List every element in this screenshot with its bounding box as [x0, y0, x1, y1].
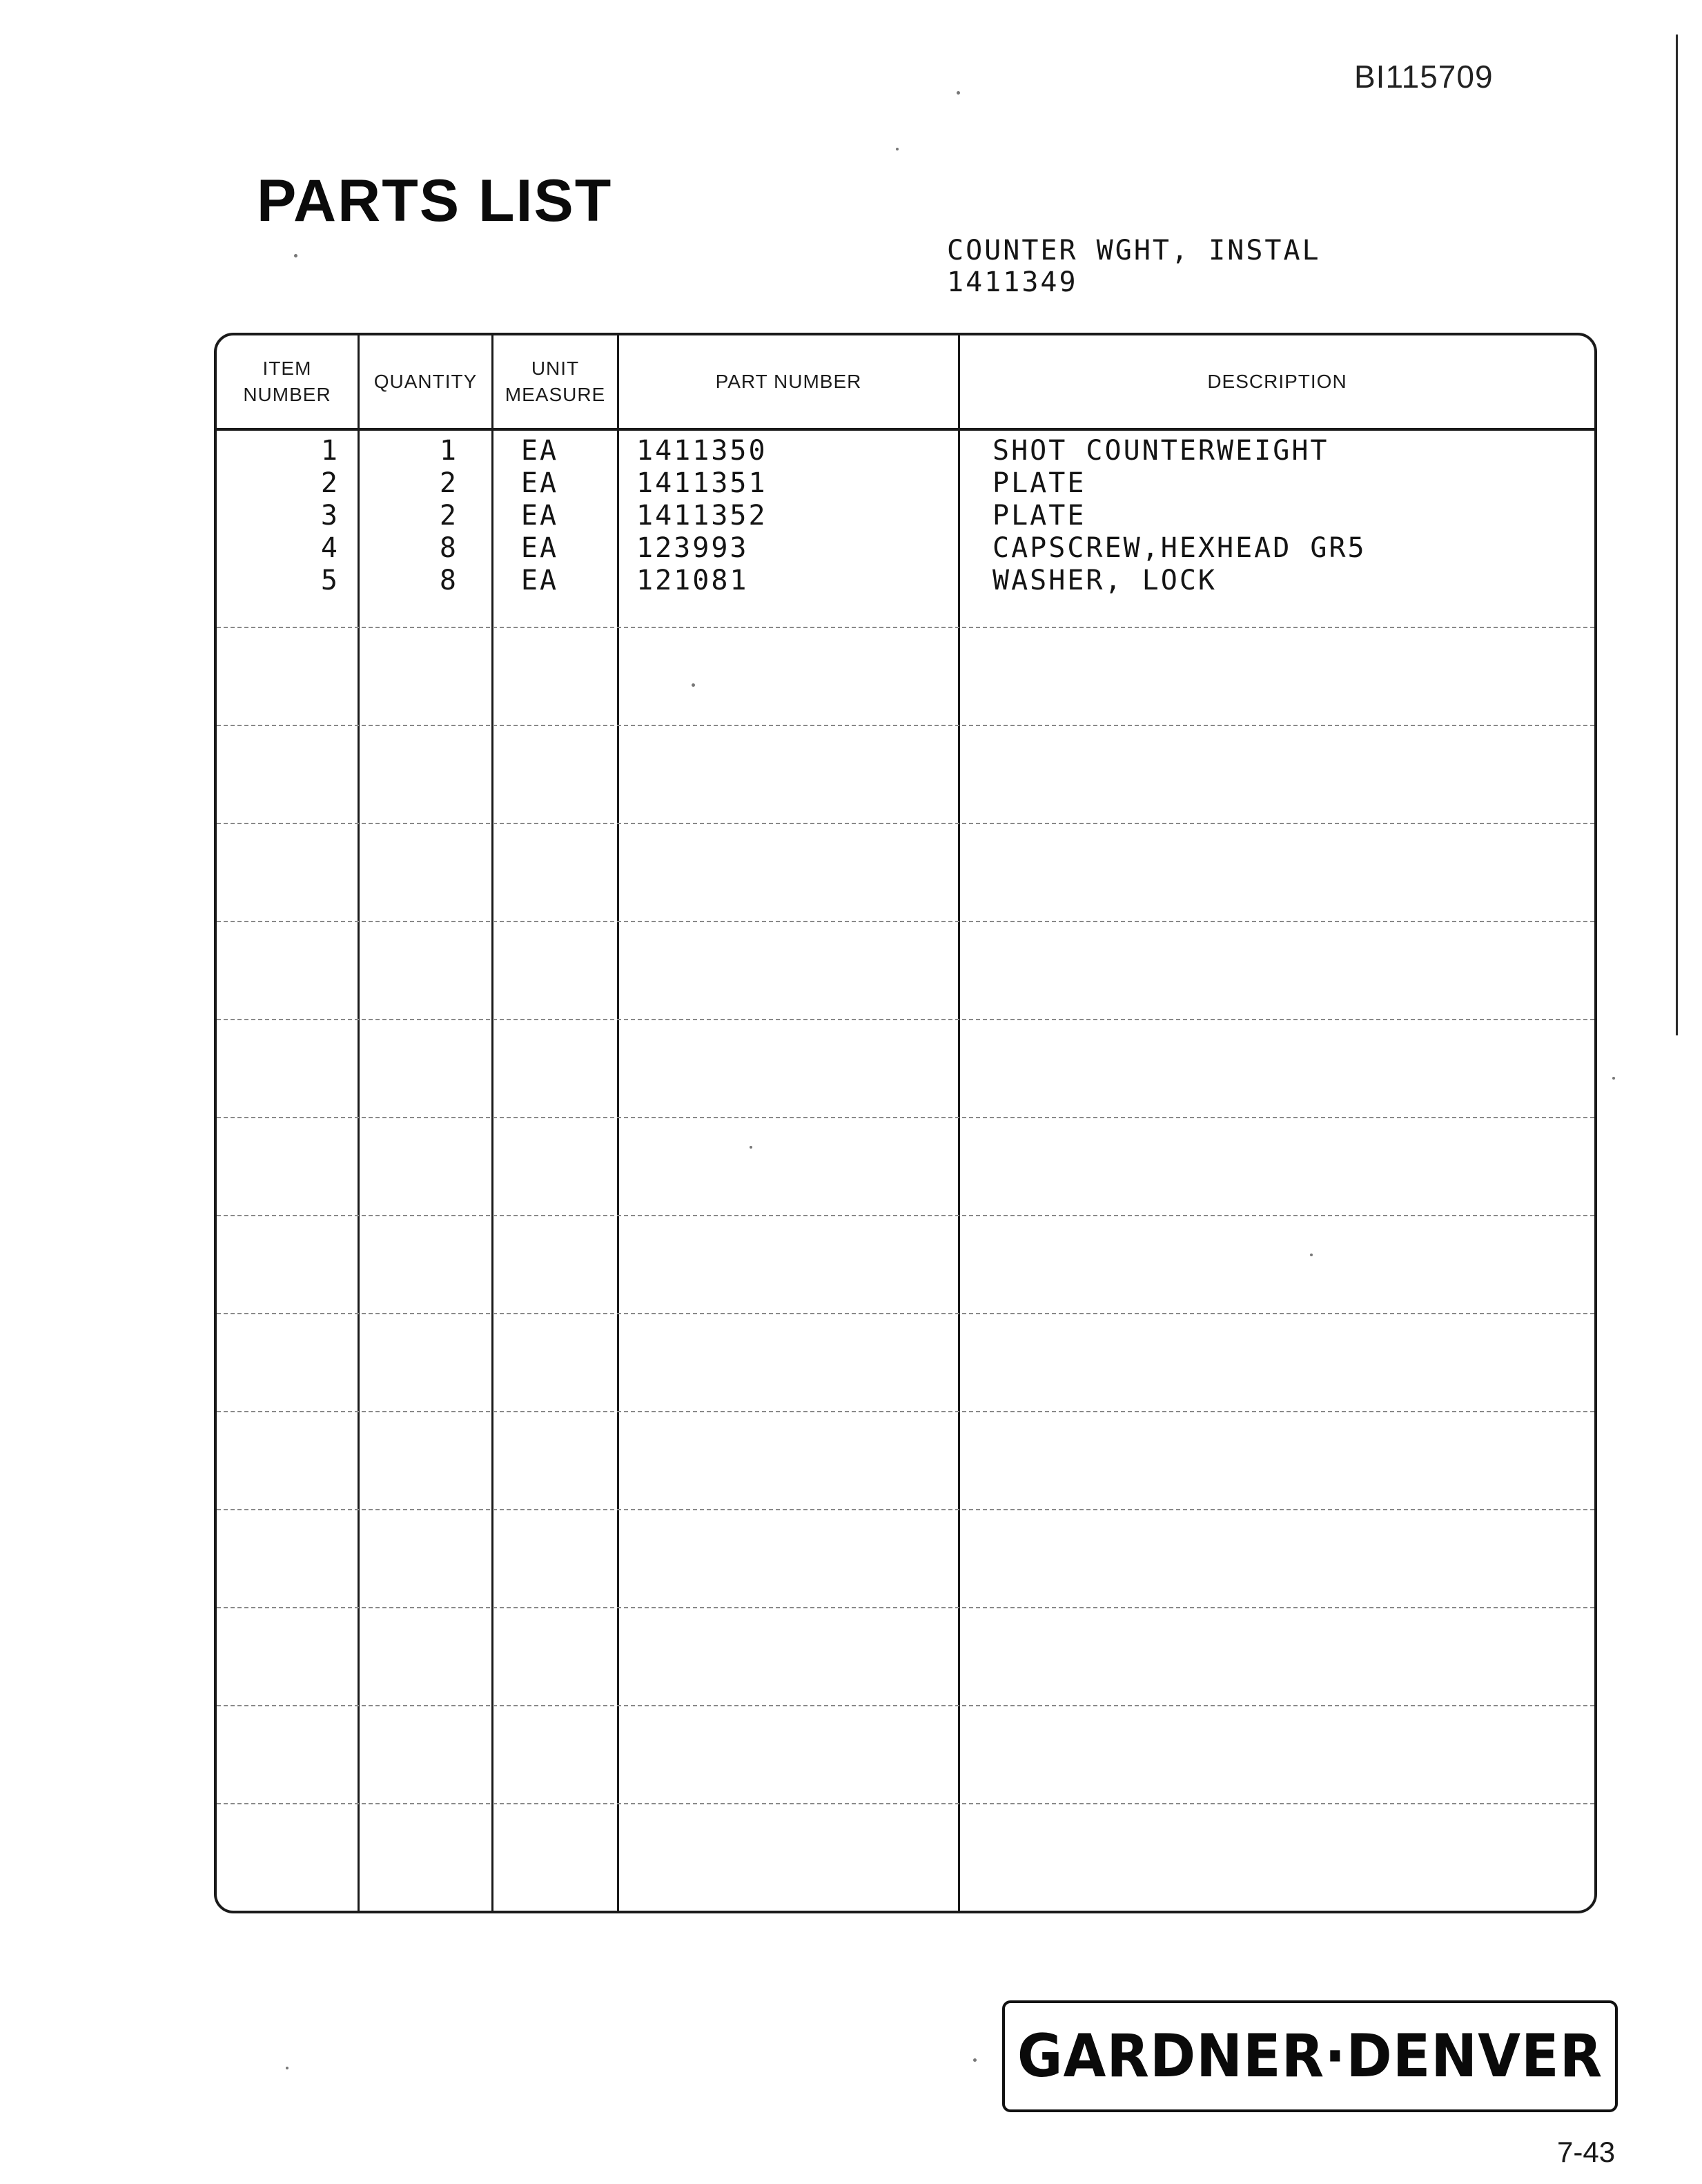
description-cell: SHOT COUNTERWEIGHT: [992, 435, 1329, 467]
description-cell: CAPSCREW,HEXHEAD GR5: [992, 532, 1367, 564]
logo-text: GARDNER·DENVER: [1017, 2022, 1603, 2091]
part-number-cell: 123993: [636, 532, 749, 564]
assembly-heading: [947, 235, 1321, 298]
header-item-line-2: NUMBER: [243, 384, 331, 405]
scan-speck: [957, 91, 960, 95]
row-rule: [217, 1803, 1594, 1804]
row-rule: [217, 1607, 1594, 1608]
gardner-denver-logo: [1002, 2000, 1618, 2112]
unit-cell: EA: [520, 565, 559, 596]
table-row: [217, 500, 1594, 532]
row-rule: [217, 1705, 1594, 1706]
row-rule: [217, 1509, 1594, 1510]
scan-speck: [1612, 1077, 1615, 1080]
header-rule: [217, 428, 1594, 431]
quantity-cell: 2: [439, 500, 458, 532]
row-rule: [217, 725, 1594, 726]
page-title: PARTS LIST: [257, 168, 613, 234]
header-item-number: [217, 335, 358, 428]
row-rule: [217, 1411, 1594, 1412]
description-cell: PLATE: [992, 467, 1086, 499]
header-description: [960, 335, 1594, 428]
assembly-number: 1411349: [947, 266, 1078, 298]
unit-cell: EA: [520, 532, 559, 564]
scan-speck: [294, 254, 297, 257]
header-unit-line-2: MEASURE: [505, 384, 606, 405]
unit-cell: EA: [520, 467, 559, 499]
table-row: [217, 565, 1594, 597]
row-rule: [217, 1215, 1594, 1216]
part-number-cell: 121081: [636, 565, 749, 596]
scan-speck: [750, 1146, 752, 1149]
row-rule: [217, 1117, 1594, 1118]
row-rule: [217, 1019, 1594, 1020]
page-edge-shadow: [1676, 35, 1678, 1035]
header-part-number: [619, 335, 958, 428]
quantity-cell: 1: [439, 435, 458, 467]
header-unit-line-1: UNIT: [531, 358, 580, 379]
item-number-cell: 4: [320, 532, 340, 564]
item-number-cell: 1: [320, 435, 340, 467]
description-cell: PLATE: [992, 500, 1086, 532]
row-rule: [217, 823, 1594, 824]
header-item-line-1: ITEM: [262, 358, 312, 379]
header-part-label: PART NUMBER: [715, 371, 862, 392]
item-number-cell: 5: [320, 565, 340, 596]
scan-speck: [896, 148, 899, 150]
row-rule: [217, 921, 1594, 922]
page-number: 7-43: [1557, 2136, 1616, 2168]
assembly-name: COUNTER WGHT, INSTAL: [947, 235, 1321, 266]
unit-cell: EA: [520, 435, 559, 467]
table-row: [217, 467, 1594, 500]
header-quantity-label: QUANTITY: [373, 371, 478, 392]
quantity-cell: 2: [439, 467, 458, 499]
quantity-cell: 8: [439, 532, 458, 564]
scan-speck: [692, 683, 695, 687]
parts-table: [214, 333, 1597, 1913]
scan-speck: [286, 2067, 288, 2069]
header-quantity: [360, 335, 491, 428]
table-row: [217, 435, 1594, 467]
item-number-cell: 3: [320, 500, 340, 532]
unit-cell: EA: [520, 500, 559, 532]
part-number-cell: 1411350: [636, 435, 767, 467]
table-row: [217, 532, 1594, 565]
document-id: BI115709: [1354, 59, 1494, 95]
row-rule: [217, 1313, 1594, 1314]
scan-speck: [973, 2058, 977, 2062]
description-cell: WASHER, LOCK: [992, 565, 1217, 596]
header-unit-measure: [493, 335, 617, 428]
part-number-cell: 1411352: [636, 500, 767, 532]
scan-speck: [1310, 1254, 1313, 1256]
header-description-label: DESCRIPTION: [1207, 371, 1347, 392]
quantity-cell: 8: [439, 565, 458, 596]
row-rule: [217, 627, 1594, 628]
part-number-cell: 1411351: [636, 467, 767, 499]
item-number-cell: 2: [320, 467, 340, 499]
